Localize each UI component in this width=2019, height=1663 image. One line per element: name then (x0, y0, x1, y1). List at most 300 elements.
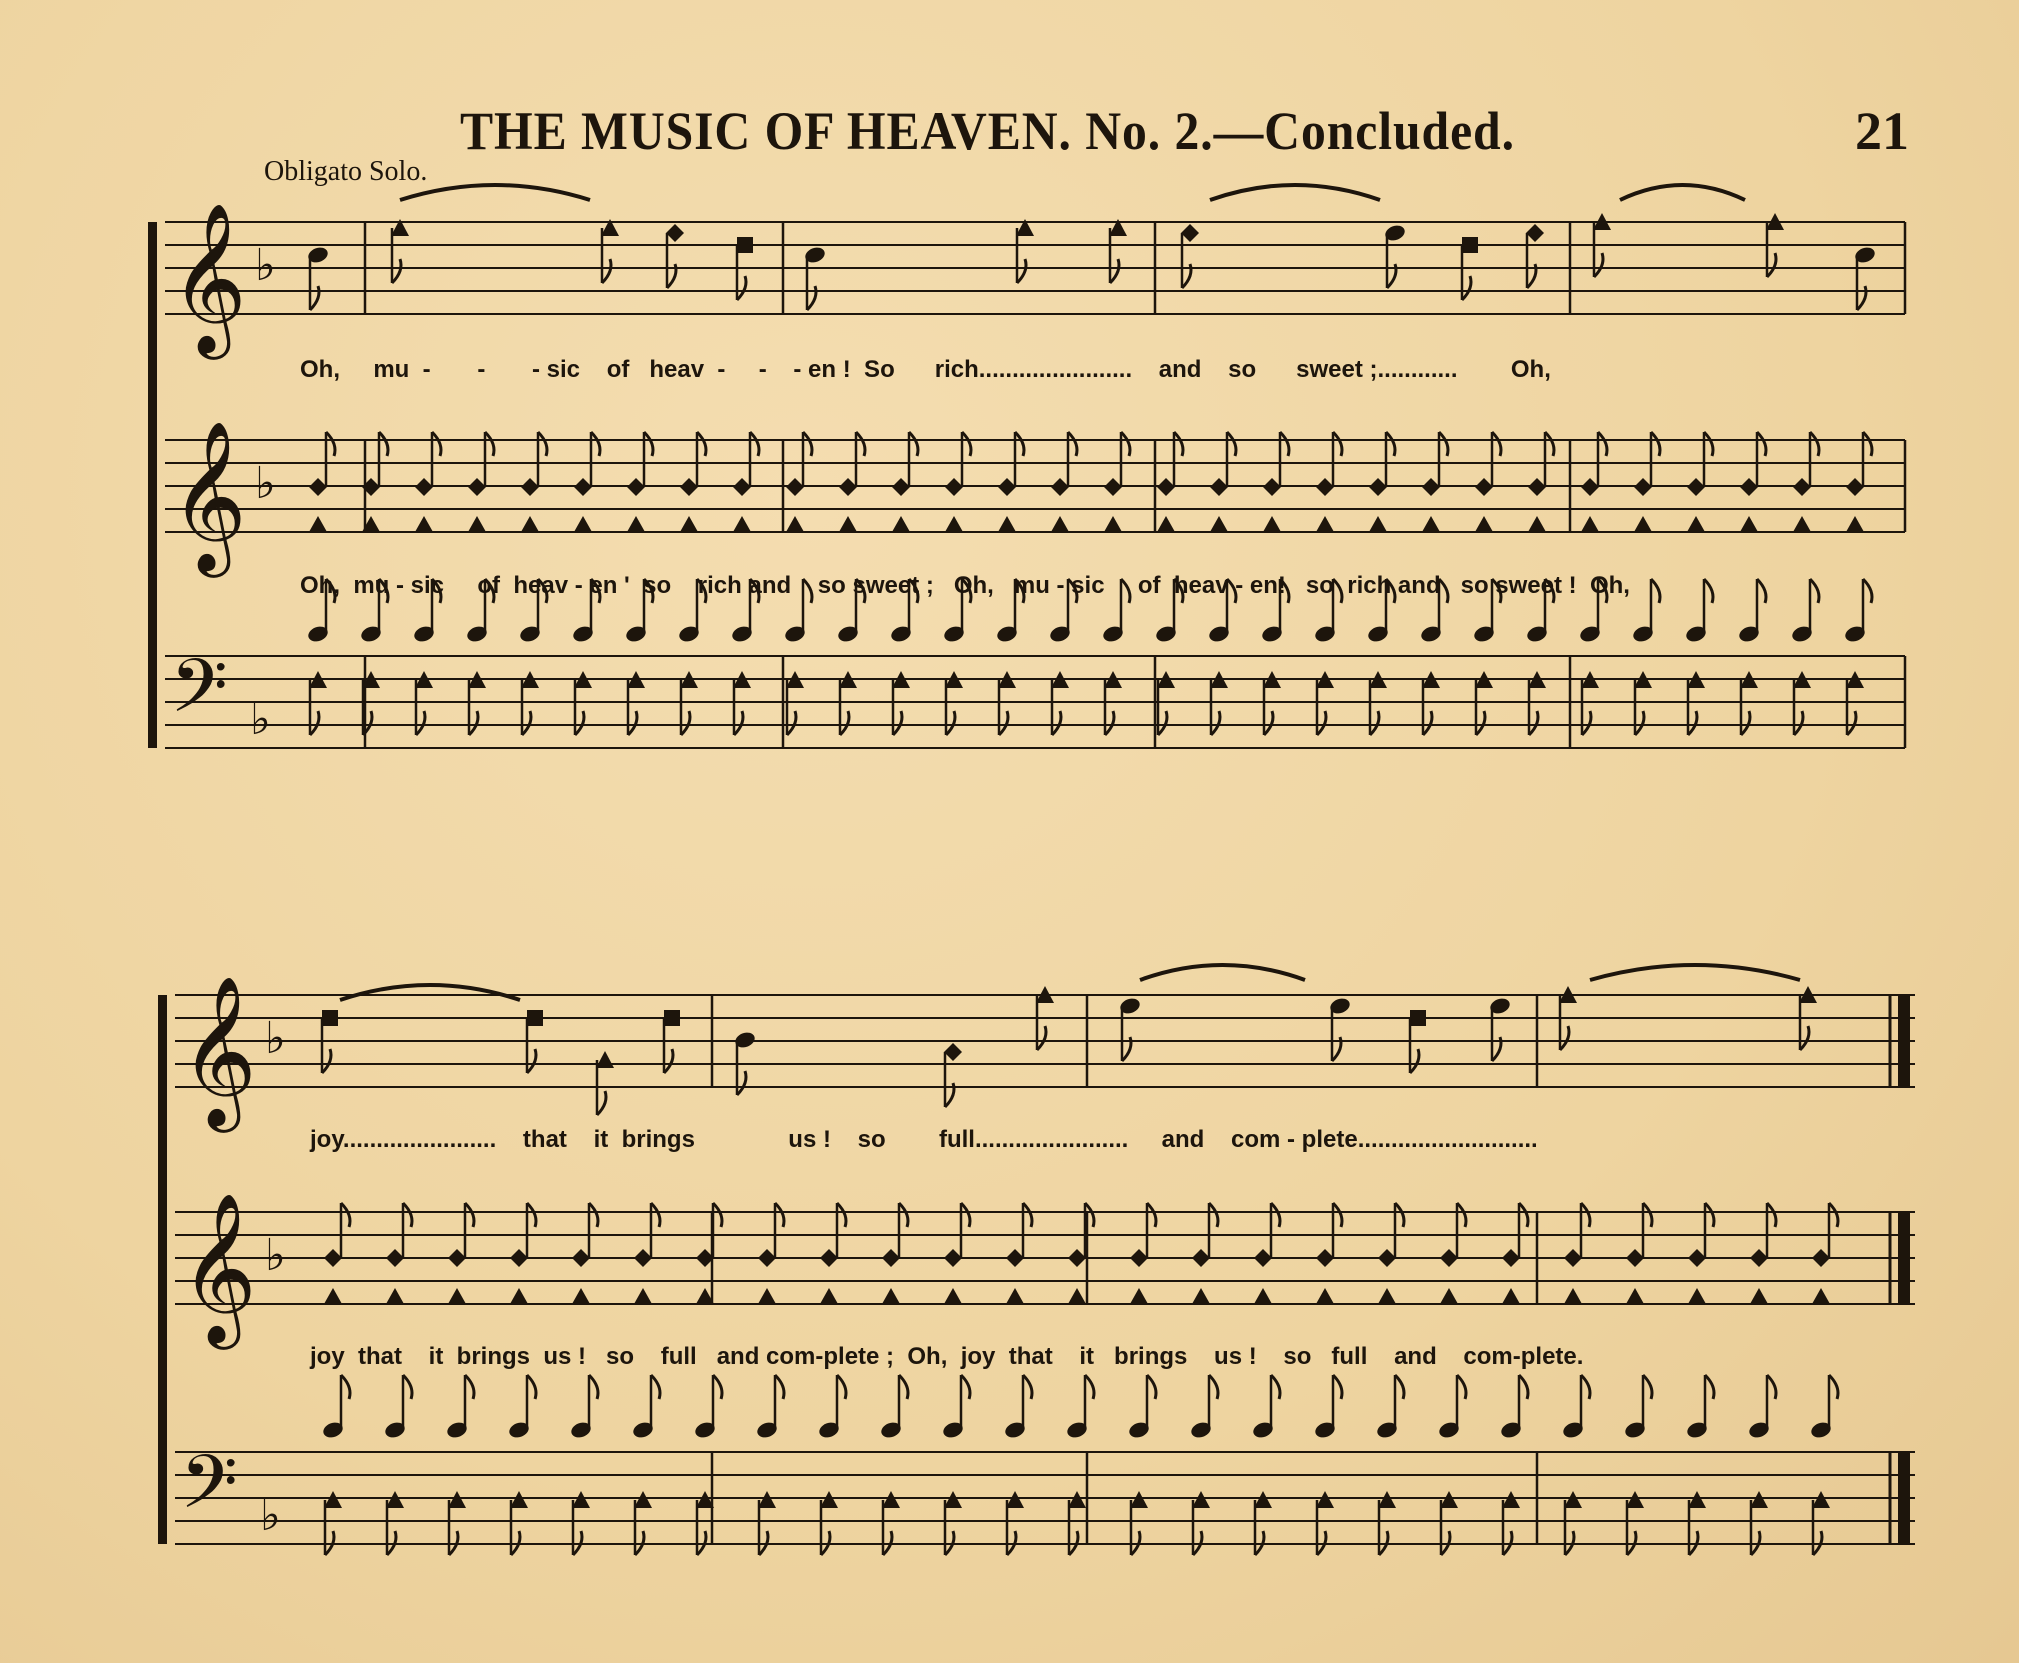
note-head (1475, 478, 1493, 496)
note-flag (775, 1375, 784, 1399)
note-flag (1643, 1375, 1652, 1399)
note-head (1440, 1288, 1458, 1304)
note-flag (432, 432, 441, 456)
note-head (1181, 224, 1199, 242)
note-flag (1462, 276, 1471, 300)
note-head (998, 516, 1016, 532)
note-flag (1439, 432, 1448, 456)
note-head (1688, 1288, 1706, 1304)
note-head (1475, 516, 1493, 532)
note-head (322, 1010, 338, 1026)
note-head (1192, 1249, 1210, 1267)
note-flag (1829, 1203, 1838, 1227)
note-flag (734, 711, 743, 735)
note-flag (1594, 253, 1603, 277)
note-flag (1174, 432, 1183, 456)
note-flag (1015, 432, 1024, 456)
note-head (1793, 478, 1811, 496)
note-flag (1519, 1203, 1528, 1227)
note-head (1688, 1249, 1706, 1267)
note-flag (597, 1091, 606, 1115)
note-flag (403, 1375, 412, 1399)
note-flag (787, 711, 796, 735)
final-bar (1898, 1212, 1910, 1304)
note-head (1846, 478, 1864, 496)
note-flag (1068, 432, 1077, 456)
note-flag (1333, 1203, 1342, 1227)
note-flag (803, 432, 812, 456)
note-flag (1209, 1375, 1218, 1399)
note-flag (527, 1049, 536, 1073)
note-head (1068, 1288, 1086, 1304)
note-flag (1767, 253, 1776, 277)
note-flag (628, 711, 637, 735)
note-flag (1810, 432, 1819, 456)
note-head (1068, 1249, 1086, 1267)
note-head (758, 1491, 776, 1508)
note-head (1006, 1288, 1024, 1304)
note-head (1369, 478, 1387, 496)
note-head (1564, 1288, 1582, 1304)
note-head (1462, 237, 1478, 253)
note-flag (1110, 259, 1119, 283)
note-head (944, 1288, 962, 1304)
note-flag (591, 432, 600, 456)
note-head (882, 1249, 900, 1267)
note-flag (1457, 1203, 1466, 1227)
slur (1590, 965, 1800, 980)
note-head (1502, 1249, 1520, 1267)
note-flag (1395, 1203, 1404, 1227)
lyrics-system2-solo: joy....................... that it brings us ! so full....................... and com - plete........................... (310, 1126, 1538, 1153)
note-flag (1651, 432, 1660, 456)
treble-clef-icon: 𝄞 (170, 201, 247, 353)
note-flag (644, 432, 653, 456)
note-head (386, 1249, 404, 1267)
note-flag (1519, 1375, 1528, 1399)
note-flag (416, 711, 425, 735)
note-head (1634, 478, 1652, 496)
slur (400, 185, 590, 200)
note-flag (697, 432, 706, 456)
note-flag (1121, 432, 1130, 456)
note-head (1502, 1491, 1520, 1508)
note-head (945, 516, 963, 532)
note-head (945, 478, 963, 496)
note-flag (664, 1049, 673, 1073)
note-flag (713, 1203, 722, 1227)
note-flag (1333, 432, 1342, 456)
note-flag (469, 711, 478, 735)
note-head (839, 478, 857, 496)
note-head (786, 516, 804, 532)
note-flag (1582, 711, 1591, 735)
note-flag (1227, 432, 1236, 456)
note-flag (1317, 711, 1326, 735)
note-flag (465, 1203, 474, 1227)
note-flag (1705, 1375, 1714, 1399)
note-head (1316, 1491, 1334, 1508)
note-head (309, 516, 327, 532)
note-flag (1333, 1375, 1342, 1399)
note-flag (1529, 711, 1538, 735)
treble-clef-icon: 𝄞 (180, 1191, 257, 1343)
note-head (596, 1051, 614, 1068)
note-flag (1147, 1375, 1156, 1399)
note-head (1210, 516, 1228, 532)
note-flag (1757, 432, 1766, 456)
note-flag (310, 286, 319, 310)
note-head (1006, 1491, 1024, 1508)
note-flag (1794, 711, 1803, 735)
note-head (1740, 478, 1758, 496)
page-number: 21 (1855, 101, 1909, 161)
note-head (1422, 516, 1440, 532)
note-flag (899, 1203, 908, 1227)
note-flag (1423, 711, 1432, 735)
note-head (572, 1491, 590, 1508)
note-head (521, 516, 539, 532)
note-head (1687, 516, 1705, 532)
system-brace-1 (148, 222, 157, 748)
note-flag (1581, 1203, 1590, 1227)
lyrics-system1-solo: Oh, mu - - - sic of heav - - - en ! So rich....................... and so sweet ;............ Oh, (300, 356, 1551, 383)
note-flag (681, 711, 690, 735)
note-flag (1085, 1375, 1094, 1399)
note-head (448, 1491, 466, 1508)
note-flag (1410, 1049, 1419, 1073)
note-flag (1863, 579, 1872, 603)
note-head (510, 1491, 528, 1508)
note-flag (589, 1203, 598, 1227)
lyrics-system1-chorus: Oh, mu - sic of heav - en ' so rich and so sweet ; Oh, mu - sic of heav - en! so rich and so sweet ! Oh, (300, 572, 1630, 599)
note-flag (909, 432, 918, 456)
note-flag (1147, 1203, 1156, 1227)
note-flag (946, 711, 955, 735)
note-head (634, 1288, 652, 1304)
note-head (680, 516, 698, 532)
slur (1140, 965, 1305, 980)
note-flag (1386, 432, 1395, 456)
note-head (758, 1249, 776, 1267)
note-head (1528, 516, 1546, 532)
note-head (664, 1010, 680, 1026)
note-head (1104, 516, 1122, 532)
note-flag (1017, 259, 1026, 283)
note-head (733, 516, 751, 532)
note-flag (962, 432, 971, 456)
note-flag (538, 432, 547, 456)
note-head (634, 1249, 652, 1267)
note-head (1316, 1249, 1334, 1267)
note-head (468, 478, 486, 496)
note-head (1750, 1249, 1768, 1267)
note-head (786, 478, 804, 496)
note-head (1378, 1288, 1396, 1304)
note-head (1626, 1491, 1644, 1508)
note-flag (1209, 1203, 1218, 1227)
slur (1210, 185, 1380, 200)
note-flag (1863, 432, 1872, 456)
note-flag (1651, 579, 1660, 603)
note-head (1812, 1249, 1830, 1267)
flat-key-signature-icon: ♭ (265, 1013, 286, 1064)
note-head (1688, 1491, 1706, 1508)
note-flag (602, 259, 611, 283)
note-flag (651, 1375, 660, 1399)
lyrics-system2-chorus: joy that it brings us ! so full and com-plete ; Oh, joy that it brings us ! so full and com-plete. (310, 1343, 1584, 1370)
flat-key-signature-icon: ♭ (255, 458, 276, 509)
note-head (1626, 1249, 1644, 1267)
note-head (1192, 1288, 1210, 1304)
note-head (839, 516, 857, 532)
note-flag (775, 1203, 784, 1227)
page-title: THE MUSIC OF HEAVEN. No. 2.—Concluded. (460, 101, 1515, 161)
note-head (574, 516, 592, 532)
note-head (386, 1491, 404, 1508)
note-flag (310, 711, 319, 735)
note-head (1254, 1288, 1272, 1304)
note-head (1793, 516, 1811, 532)
note-head (1526, 224, 1544, 242)
note-head (1626, 1288, 1644, 1304)
note-flag (1457, 1375, 1466, 1399)
note-head (448, 1249, 466, 1267)
final-bar (1898, 995, 1910, 1087)
note-flag (1767, 1203, 1776, 1227)
note-head (1581, 516, 1599, 532)
note-head (1130, 1491, 1148, 1508)
note-head (733, 478, 751, 496)
note-head (1687, 478, 1705, 496)
note-head (820, 1288, 838, 1304)
note-flag (1704, 432, 1713, 456)
note-flag (999, 711, 1008, 735)
note-head (1846, 516, 1864, 532)
note-flag (837, 1375, 846, 1399)
note-flag (1757, 579, 1766, 603)
note-head (1812, 1288, 1830, 1304)
note-flag (1741, 711, 1750, 735)
note-flag (341, 1375, 350, 1399)
final-bar (1898, 1452, 1910, 1544)
note-head (1254, 1491, 1272, 1508)
bass-clef-icon: 𝄢 (170, 643, 228, 748)
note-flag (856, 432, 865, 456)
note-flag (326, 432, 335, 456)
note-head (892, 478, 910, 496)
note-flag (961, 1375, 970, 1399)
note-head (1750, 1491, 1768, 1508)
note-head (415, 516, 433, 532)
note-head (820, 1249, 838, 1267)
note-head (1316, 478, 1334, 496)
note-flag (575, 711, 584, 735)
note-head (737, 237, 753, 253)
note-head (998, 478, 1016, 496)
note-flag (522, 711, 531, 735)
note-head (1130, 1249, 1148, 1267)
note-head (758, 1288, 776, 1304)
note-head (572, 1288, 590, 1304)
note-flag (403, 1203, 412, 1227)
note-head (324, 1288, 342, 1304)
slur (1620, 185, 1745, 200)
note-flag (1560, 1026, 1569, 1050)
note-flag (322, 1049, 331, 1073)
note-flag (1476, 711, 1485, 735)
note-flag (1810, 579, 1819, 603)
slur (340, 985, 520, 1000)
note-head (1051, 516, 1069, 532)
note-head (1378, 1249, 1396, 1267)
note-flag (750, 432, 759, 456)
note-head (1502, 1288, 1520, 1304)
note-flag (899, 1375, 908, 1399)
obligato-solo-label: Obligato Solo. (264, 156, 428, 187)
note-head (510, 1288, 528, 1304)
note-flag (1264, 711, 1273, 735)
note-flag (737, 1071, 746, 1095)
note-head (944, 1249, 962, 1267)
note-head (324, 1491, 342, 1508)
note-flag (1023, 1375, 1032, 1399)
note-flag (527, 1375, 536, 1399)
note-head (521, 478, 539, 496)
note-head (510, 1249, 528, 1267)
note-head (386, 1288, 404, 1304)
note-head (1157, 516, 1175, 532)
note-flag (651, 1203, 660, 1227)
note-head (1634, 516, 1652, 532)
note-flag (961, 1203, 970, 1227)
note-head (574, 478, 592, 496)
treble-clef-icon: 𝄞 (180, 974, 257, 1126)
note-head (666, 224, 684, 242)
note-flag (1280, 432, 1289, 456)
note-flag (1271, 1375, 1280, 1399)
flat-key-signature-icon: ♭ (255, 240, 276, 291)
note-head (627, 516, 645, 532)
note-flag (713, 1375, 722, 1399)
note-flag (1847, 711, 1856, 735)
note-flag (1643, 1203, 1652, 1227)
note-head (527, 1010, 543, 1026)
bass-clef-icon: 𝄢 (180, 1439, 238, 1544)
note-head (1104, 478, 1122, 496)
note-head (944, 1043, 962, 1061)
note-head (1051, 478, 1069, 496)
note-flag (893, 711, 902, 735)
note-head (820, 1491, 838, 1508)
note-flag (1158, 711, 1167, 735)
note-flag (1545, 432, 1554, 456)
note-flag (1705, 1203, 1714, 1227)
note-head (1210, 478, 1228, 496)
note-flag (807, 286, 816, 310)
note-head (468, 516, 486, 532)
note-head (1130, 1288, 1148, 1304)
note-flag (1635, 711, 1644, 735)
note-head (1581, 478, 1599, 496)
note-head (1812, 1491, 1830, 1508)
note-flag (1857, 286, 1866, 310)
note-flag (840, 711, 849, 735)
flat-key-signature-icon: ♭ (265, 1230, 286, 1281)
note-head (1528, 478, 1546, 496)
note-head (1006, 1249, 1024, 1267)
note-flag (341, 1203, 350, 1227)
note-flag (1800, 1026, 1809, 1050)
flat-key-signature-icon: ♭ (260, 1490, 281, 1541)
note-head (882, 1491, 900, 1508)
note-head (1192, 1491, 1210, 1508)
system-brace-2 (158, 995, 167, 1544)
note-head (892, 516, 910, 532)
note-head (944, 1491, 962, 1508)
note-flag (589, 1375, 598, 1399)
note-flag (837, 1203, 846, 1227)
note-flag (1492, 432, 1501, 456)
note-head (1316, 516, 1334, 532)
note-head (1740, 516, 1758, 532)
note-head (1254, 1249, 1272, 1267)
note-flag (1105, 711, 1114, 735)
note-flag (1023, 1203, 1032, 1227)
note-flag (465, 1375, 474, 1399)
note-head (324, 1249, 342, 1267)
note-flag (1370, 711, 1379, 735)
note-head (1369, 516, 1387, 532)
note-head (1440, 1249, 1458, 1267)
note-flag (1271, 1203, 1280, 1227)
note-head (1157, 478, 1175, 496)
flat-key-signature-icon: ♭ (250, 694, 271, 745)
note-head (1316, 1288, 1334, 1304)
note-head (1378, 1491, 1396, 1508)
note-head (448, 1288, 466, 1304)
note-flag (1581, 1375, 1590, 1399)
note-head (1263, 516, 1281, 532)
note-head (1410, 1010, 1426, 1026)
note-head (627, 478, 645, 496)
note-head (309, 478, 327, 496)
note-head (572, 1249, 590, 1267)
note-flag (392, 259, 401, 283)
note-head (1263, 478, 1281, 496)
note-flag (1767, 1375, 1776, 1399)
note-flag (1211, 711, 1220, 735)
note-flag (1037, 1026, 1046, 1050)
note-head (1750, 1288, 1768, 1304)
note-flag (1704, 579, 1713, 603)
note-head (415, 478, 433, 496)
note-head (1564, 1249, 1582, 1267)
note-flag (1052, 711, 1061, 735)
note-flag (1395, 1375, 1404, 1399)
note-flag (1688, 711, 1697, 735)
note-head (882, 1288, 900, 1304)
note-flag (1829, 1375, 1838, 1399)
note-head (634, 1491, 652, 1508)
note-flag (527, 1203, 536, 1227)
treble-clef-icon: 𝄞 (170, 419, 247, 571)
note-head (1422, 478, 1440, 496)
note-flag (737, 276, 746, 300)
note-head (1440, 1491, 1458, 1508)
note-head (1068, 1491, 1086, 1508)
note-flag (379, 432, 388, 456)
